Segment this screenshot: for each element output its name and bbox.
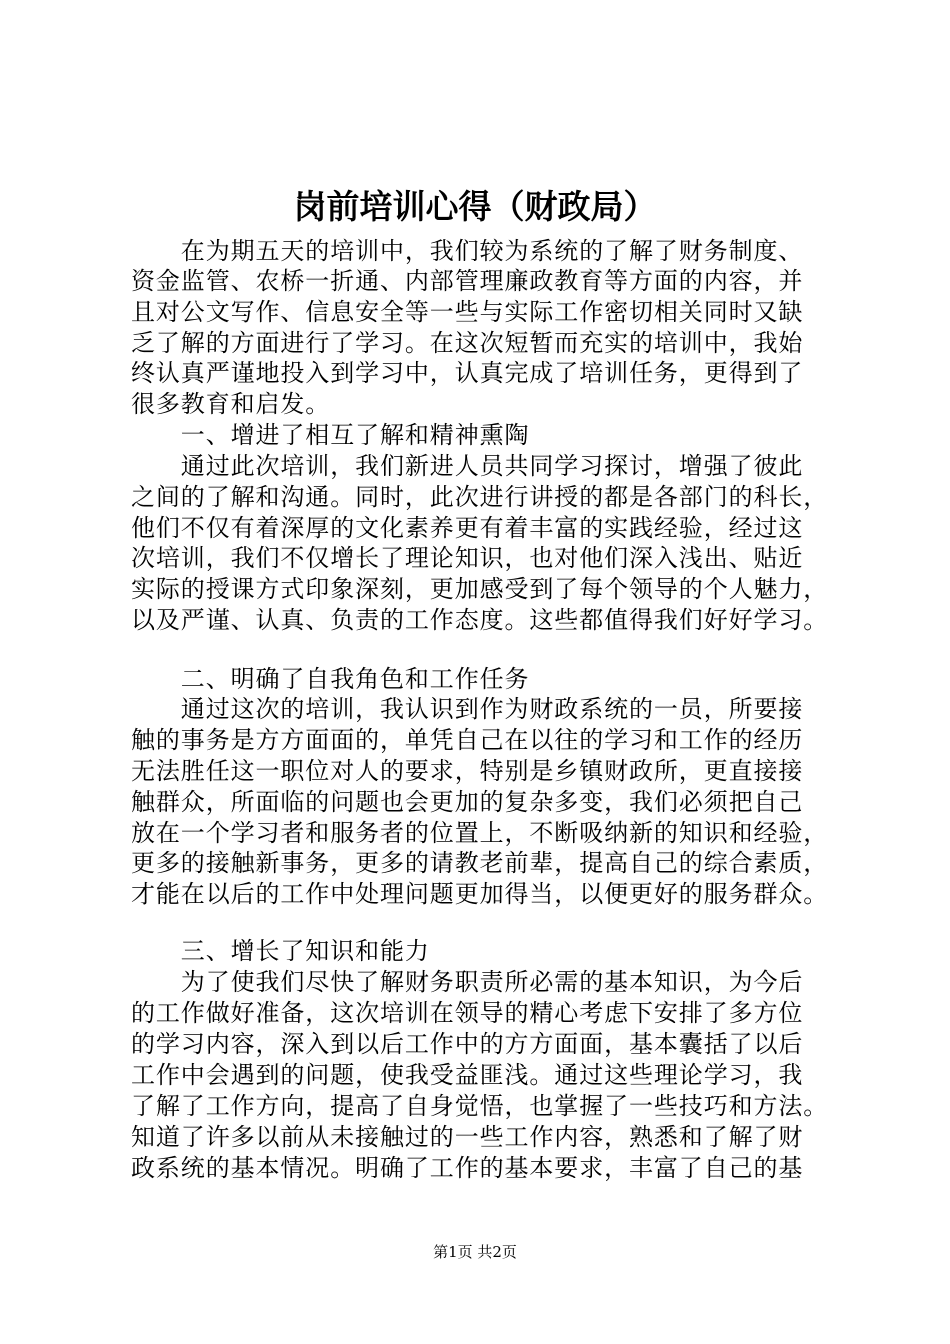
- body-line: 触的事务是方方面面的，单凭自己在以往的学习和工作的经历: [131, 726, 804, 754]
- body-line: 乏了解的方面进行了学习。在这次短暂而充实的培训中，我始: [131, 329, 804, 357]
- body-line: 终认真严谨地投入到学习中，认真完成了培训任务，更得到了: [131, 359, 804, 387]
- section-heading: 一、增进了相互了解和精神熏陶: [131, 421, 530, 449]
- body-line: 在为期五天的培训中，我们较为系统的了解了财务制度、: [131, 237, 804, 265]
- body-line: 政系统的基本情况。明确了工作的基本要求，丰富了自己的基: [131, 1154, 804, 1182]
- body-line: 无法胜任这一职位对人的要求，特别是乡镇财政所，更直接接: [131, 757, 804, 785]
- body-line: 资金监管、农桥一折通、内部管理廉政教育等方面的内容，并: [131, 267, 804, 295]
- body-line: 为了使我们尽快了解财务职责所必需的基本知识，为今后: [131, 968, 804, 996]
- body-line: 更多的接触新事务，更多的请教老前辈，提高自己的综合素质，: [131, 849, 829, 877]
- body-line: 次培训，我们不仅增长了理论知识，也对他们深入浅出、贴近: [131, 544, 804, 572]
- body-line: 的工作做好准备，这次培训在领导的精心考虑下安排了多方位: [131, 999, 804, 1027]
- body-line: 以及严谨、认真、负责的工作态度。这些都值得我们好好学习。: [131, 606, 829, 634]
- body-line: 且对公文写作、信息安全等一些与实际工作密切相关同时又缺: [131, 298, 804, 326]
- body-line: 通过这次的培训，我认识到作为财政系统的一员，所要接: [131, 695, 804, 723]
- page-number-footer: 第1页 共2页: [433, 1243, 517, 1261]
- body-line: 通过此次培训，我们新进人员共同学习探讨，增强了彼此: [131, 452, 804, 480]
- body-line: 工作中会遇到的问题，使我受益匪浅。通过这些理论学习，我: [131, 1061, 804, 1089]
- body-line: 知道了许多以前从未接触过的一些工作内容，熟悉和了解了财: [131, 1123, 804, 1151]
- body-line: 之间的了解和沟通。同时，此次进行讲授的都是各部门的科长，: [131, 483, 829, 511]
- section-heading: 二、明确了自我角色和工作任务: [131, 665, 530, 693]
- body-line: 了解了工作方向，提高了自身觉悟，也掌握了一些技巧和方法。: [131, 1092, 829, 1120]
- body-line: 触群众，所面临的问题也会更加的复杂多变，我们必须把自己: [131, 788, 804, 816]
- body-line: 很多教育和启发。: [131, 390, 331, 418]
- section-heading: 三、增长了知识和能力: [131, 937, 430, 965]
- body-line: 才能在以后的工作中处理问题更加得当，以便更好的服务群众。: [131, 880, 829, 908]
- body-line: 的学习内容，深入到以后工作中的方方面面，基本囊括了以后: [131, 1030, 804, 1058]
- document-title: 岗前培训心得（财政局）: [293, 187, 657, 226]
- body-line: 实际的授课方式印象深刻，更加感受到了每个领导的个人魅力，: [131, 575, 829, 603]
- body-line: 他们不仅有着深厚的文化素养更有着丰富的实践经验，经过这: [131, 514, 804, 542]
- body-line: 放在一个学习者和服务者的位置上，不断吸纳新的知识和经验，: [131, 819, 829, 847]
